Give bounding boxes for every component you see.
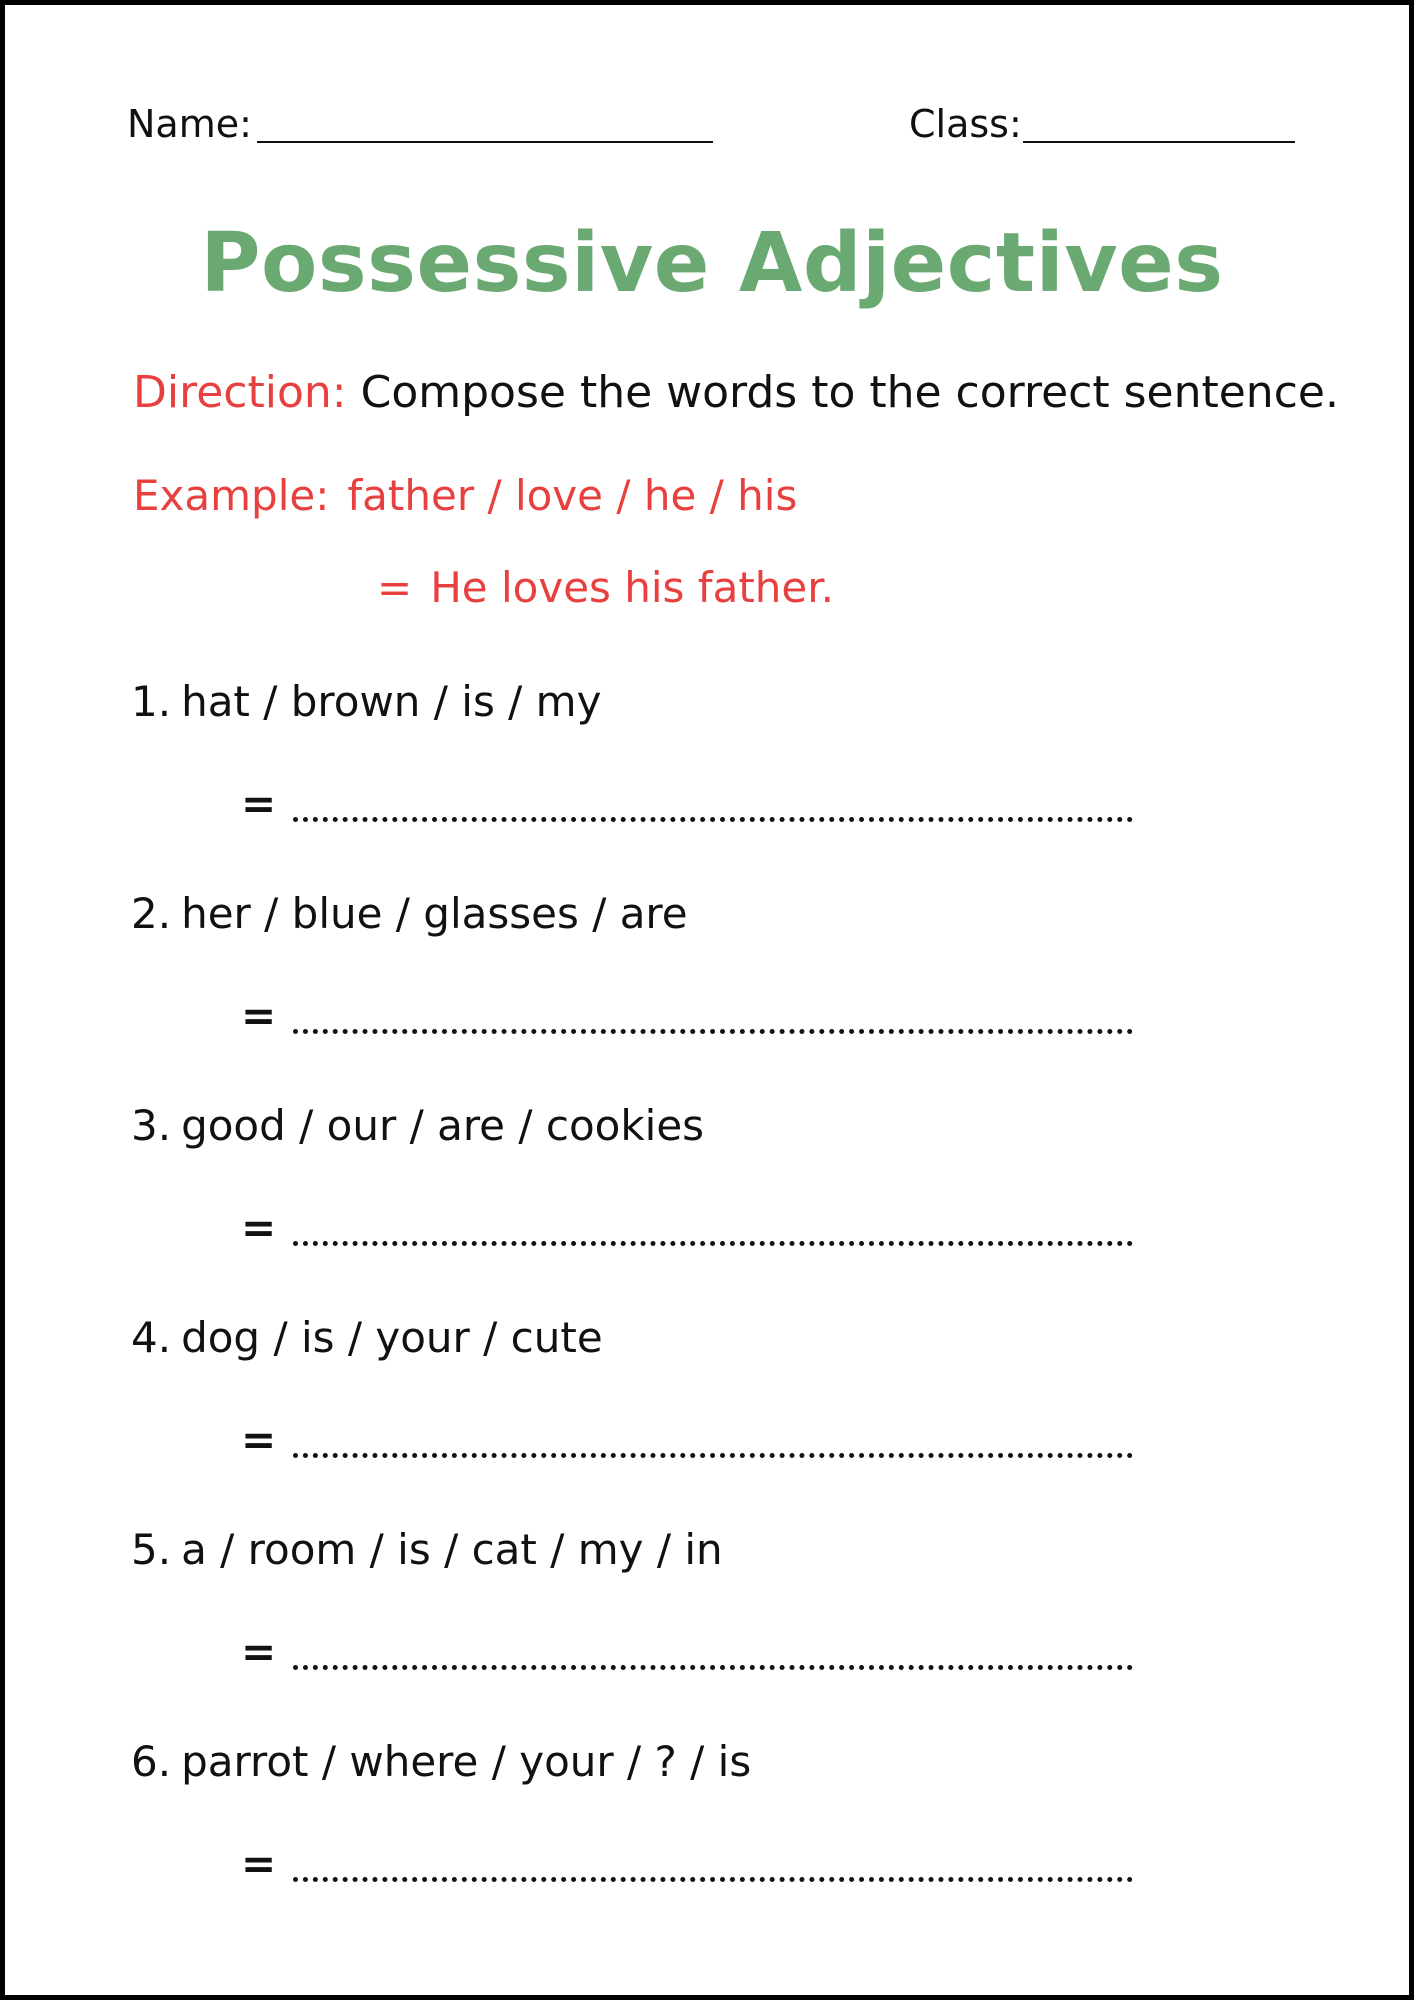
- answer-line-6[interactable]: [293, 1877, 1133, 1882]
- name-field[interactable]: [257, 141, 713, 143]
- answer-equals: =: [241, 779, 277, 828]
- question-words: parrot / where / your / ? / is: [181, 1737, 752, 1786]
- answer-line-3[interactable]: [293, 1241, 1133, 1246]
- answer-line-5[interactable]: [293, 1665, 1133, 1670]
- class-label: Class:: [909, 102, 1022, 146]
- direction-line: [133, 367, 1339, 418]
- question-1: [131, 677, 602, 726]
- question-4: [131, 1313, 603, 1362]
- question-number: 3.: [131, 1101, 172, 1150]
- question-words: a / room / is / cat / my / in: [181, 1525, 723, 1574]
- name-label: Name:: [127, 102, 252, 146]
- question-words: her / blue / glasses / are: [181, 889, 688, 938]
- example-words: father / love / he / his: [347, 471, 798, 520]
- answer-equals: =: [241, 1415, 277, 1464]
- direction-text: Compose the words to the correct sentence.: [360, 367, 1339, 418]
- question-words: hat / brown / is / my: [181, 677, 602, 726]
- question-3: [131, 1101, 705, 1150]
- question-words: good / our / are / cookies: [181, 1101, 705, 1150]
- class-field[interactable]: [1023, 141, 1295, 143]
- question-number: 4.: [131, 1313, 172, 1362]
- answer-line-2[interactable]: [293, 1029, 1133, 1034]
- answer-line-4[interactable]: [293, 1453, 1133, 1458]
- question-number: 6.: [131, 1737, 172, 1786]
- answer-equals: =: [241, 991, 277, 1040]
- answer-equals: =: [241, 1627, 277, 1676]
- example-equals: =: [377, 563, 413, 612]
- question-2: [131, 889, 688, 938]
- example-answer: He loves his father.: [430, 563, 835, 612]
- answer-equals: =: [241, 1203, 277, 1252]
- direction-label: Direction:: [133, 367, 347, 418]
- example-answer-line: [377, 563, 835, 612]
- answer-equals: =: [241, 1839, 277, 1888]
- question-number: 1.: [131, 677, 172, 726]
- question-5: [131, 1525, 723, 1574]
- question-6: [131, 1737, 752, 1786]
- question-number: 5.: [131, 1525, 172, 1574]
- example-label: Example:: [133, 471, 330, 520]
- answer-line-1[interactable]: [293, 817, 1133, 822]
- question-number: 2.: [131, 889, 172, 938]
- question-words: dog / is / your / cute: [181, 1313, 603, 1362]
- example-line: [133, 471, 798, 520]
- page-title: Possessive Adjectives: [200, 216, 1224, 311]
